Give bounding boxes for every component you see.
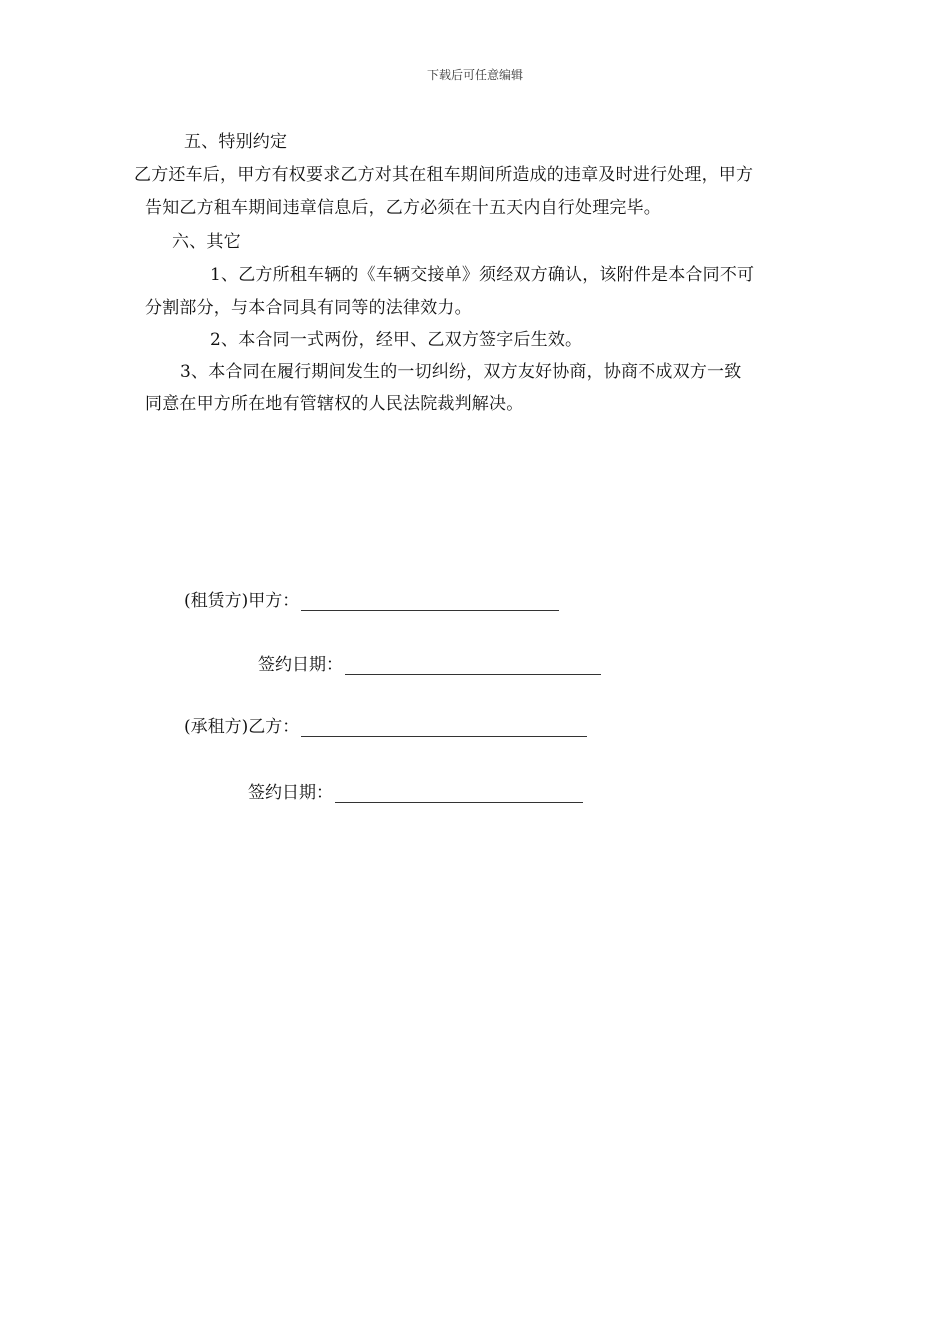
section-6-item-2: 2、本合同一式两份，经甲、乙双方签字后生效。 (210, 330, 583, 350)
section-6-item-3-line-2: 同意在甲方所在地有管辖权的人民法院裁判解决。 (145, 394, 524, 414)
party-b-label: (承租方)乙方： (184, 717, 300, 737)
section-6-heading: 六、其它 (172, 232, 241, 252)
section-5-heading: 五、特别约定 (184, 132, 288, 152)
section-5-paragraph-line-1: 乙方还车后，甲方有权要求乙方对其在租车期间所造成的违章及时进行处理，甲方 (134, 165, 754, 185)
section-6-item-3-line-1: 3、本合同在履行期间发生的一切纠纷，双方友好协商，协商不成双方一致 (180, 362, 742, 382)
party-b-signature-row (184, 712, 587, 737)
party-b-date-row (248, 778, 583, 803)
section-6-item-1-line-2: 分割部分，与本合同具有同等的法律效力。 (145, 298, 472, 318)
party-b-date-field[interactable] (335, 786, 583, 803)
party-a-label: (租赁方)甲方： (184, 591, 300, 611)
party-b-date-label: 签约日期： (248, 783, 333, 803)
section-5-paragraph-line-2: 告知乙方租车期间违章信息后，乙方必须在十五天内自行处理完毕。 (145, 198, 661, 218)
page-header: 下载后可任意编辑 (426, 68, 523, 82)
party-b-signature-field[interactable] (301, 720, 587, 737)
party-a-date-row (258, 650, 601, 675)
section-6-item-1-line-1: 1、乙方所租车辆的《车辆交接单》须经双方确认，该附件是本合同不可 (210, 265, 755, 285)
party-a-date-label: 签约日期： (258, 655, 343, 675)
party-a-signature-row (184, 586, 559, 611)
party-a-signature-field[interactable] (301, 594, 559, 611)
party-a-date-field[interactable] (345, 658, 601, 675)
